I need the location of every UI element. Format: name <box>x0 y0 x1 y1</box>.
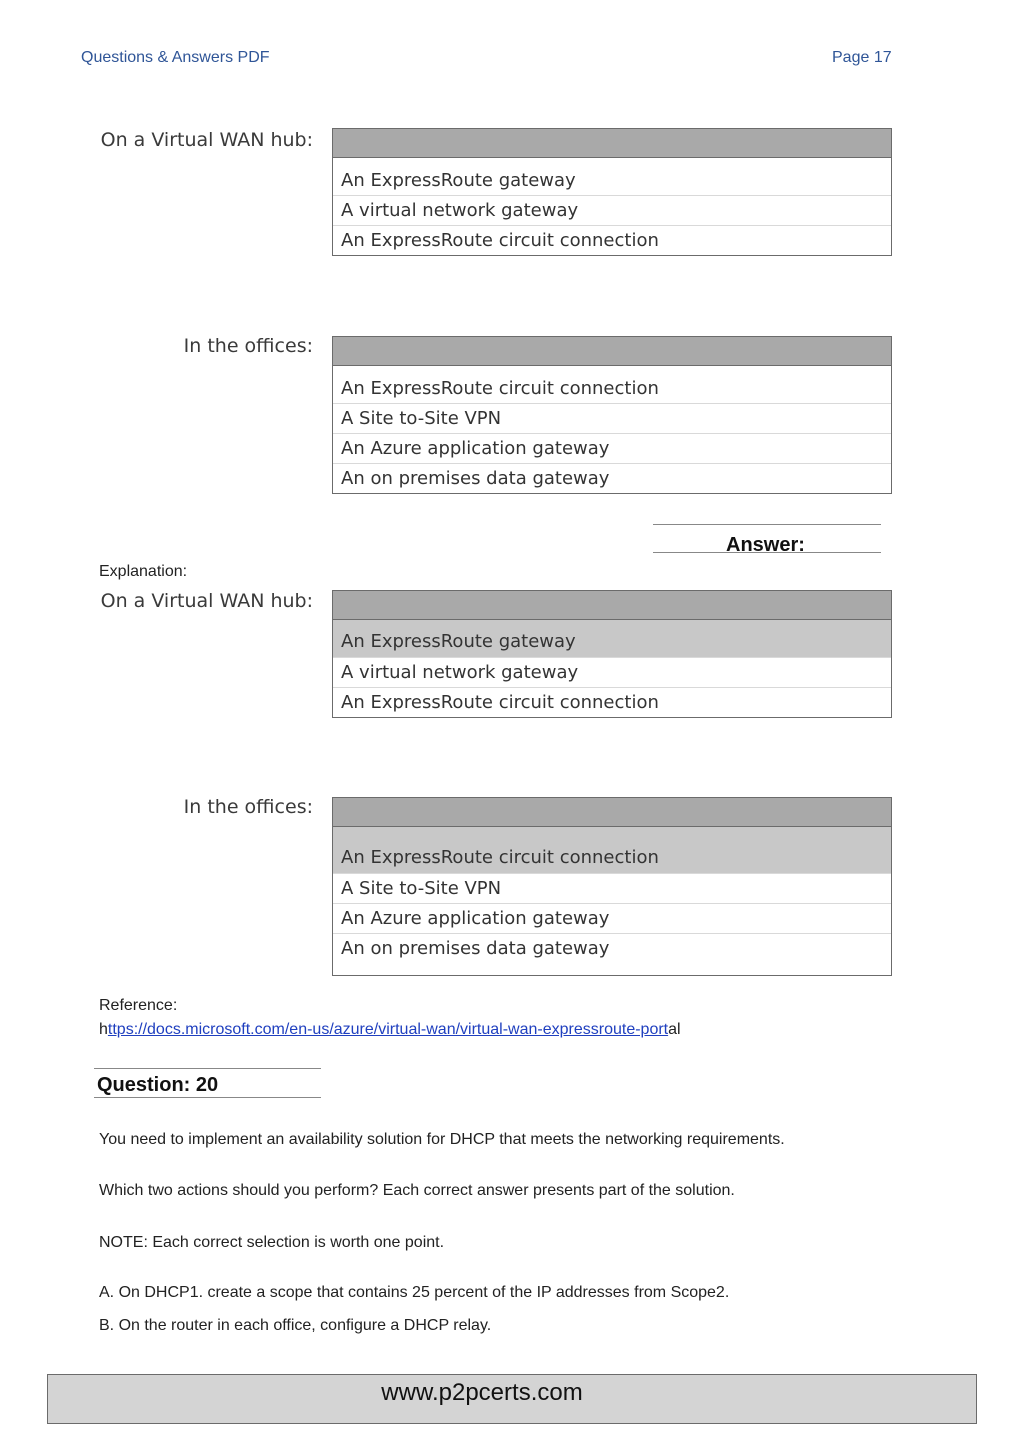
hub-dropdown-header[interactable] <box>333 129 891 158</box>
question-rule-top <box>94 1068 321 1069</box>
answer-hub-dropdown-header <box>333 591 891 620</box>
answer-option-a: A. On DHCP1. create a scope that contains 25 percent of the IP addresses from Scope2. <box>99 1284 730 1301</box>
answer-offices-option: A Site to-Site VPN <box>333 874 891 904</box>
question-text: You need to implement an availability solution for DHCP that meets the networking requirements. <box>99 1131 785 1148</box>
reference-url-prefix: h <box>99 1021 108 1038</box>
answer-offices-dropdown-header <box>333 798 891 827</box>
offices-option[interactable]: An ExpressRoute circuit connection <box>333 374 891 404</box>
answer-offices-label: In the offices: <box>183 796 313 818</box>
answer-hub-option: A virtual network gateway <box>333 658 891 688</box>
answer-offices-option: An Azure application gateway <box>333 904 891 934</box>
offices-option[interactable]: An on premises data gateway <box>341 468 610 489</box>
offices-dropdown[interactable] <box>332 336 892 494</box>
offices-option[interactable]: A Site to-Site VPN <box>333 404 891 434</box>
footer-site: www.p2pcerts.com <box>381 1379 583 1406</box>
question-title: Question: 20 <box>97 1074 219 1096</box>
answer-hub-option-selected: An ExpressRoute gateway <box>333 620 891 658</box>
answer-hub-dropdown <box>332 590 892 718</box>
answer-rule-top <box>653 524 881 525</box>
answer-option-b: B. On the router in each office, configure a DHCP relay. <box>99 1317 492 1334</box>
answer-offices-dropdown <box>332 797 892 976</box>
answer-offices-option: An on premises data gateway <box>341 938 610 959</box>
reference-url-suffix: al <box>668 1021 681 1038</box>
offices-label: In the offices: <box>183 335 313 357</box>
answer-hub-label: On a Virtual WAN hub: <box>100 590 313 612</box>
hub-option[interactable]: An ExpressRoute circuit connection <box>341 230 659 251</box>
question-instruction: Which two actions should you perform? Each correct answer presents part of the solution. <box>99 1182 735 1199</box>
answer-offices-option-selected: An ExpressRoute circuit connection <box>333 827 891 874</box>
explanation-label: Explanation: <box>99 563 188 580</box>
hub-label: On a Virtual WAN hub: <box>100 129 313 151</box>
hub-dropdown[interactable] <box>332 128 892 256</box>
answer-rule-bottom <box>653 552 881 553</box>
footer-bar <box>47 1374 977 1424</box>
reference-url[interactable] <box>99 1021 681 1039</box>
answer-hub-option: An ExpressRoute circuit connection <box>341 692 659 713</box>
answer-heading: Answer: <box>726 534 805 556</box>
page-number: Page 17 <box>832 49 892 66</box>
offices-dropdown-header[interactable] <box>333 337 891 366</box>
hub-option[interactable]: An ExpressRoute gateway <box>333 166 891 196</box>
hub-option[interactable]: A virtual network gateway <box>333 196 891 226</box>
reference-link[interactable]: ttps://docs.microsoft.com/en-us/azure/virtual-wan/virtual-wan-expressroute-port <box>107 1021 669 1038</box>
question-note: NOTE: Each correct selection is worth one point. <box>99 1234 445 1251</box>
header-title: Questions & Answers PDF <box>81 49 270 66</box>
question-rule-bottom <box>94 1097 321 1098</box>
reference-label: Reference: <box>99 997 178 1014</box>
offices-option[interactable]: An Azure application gateway <box>333 434 891 464</box>
